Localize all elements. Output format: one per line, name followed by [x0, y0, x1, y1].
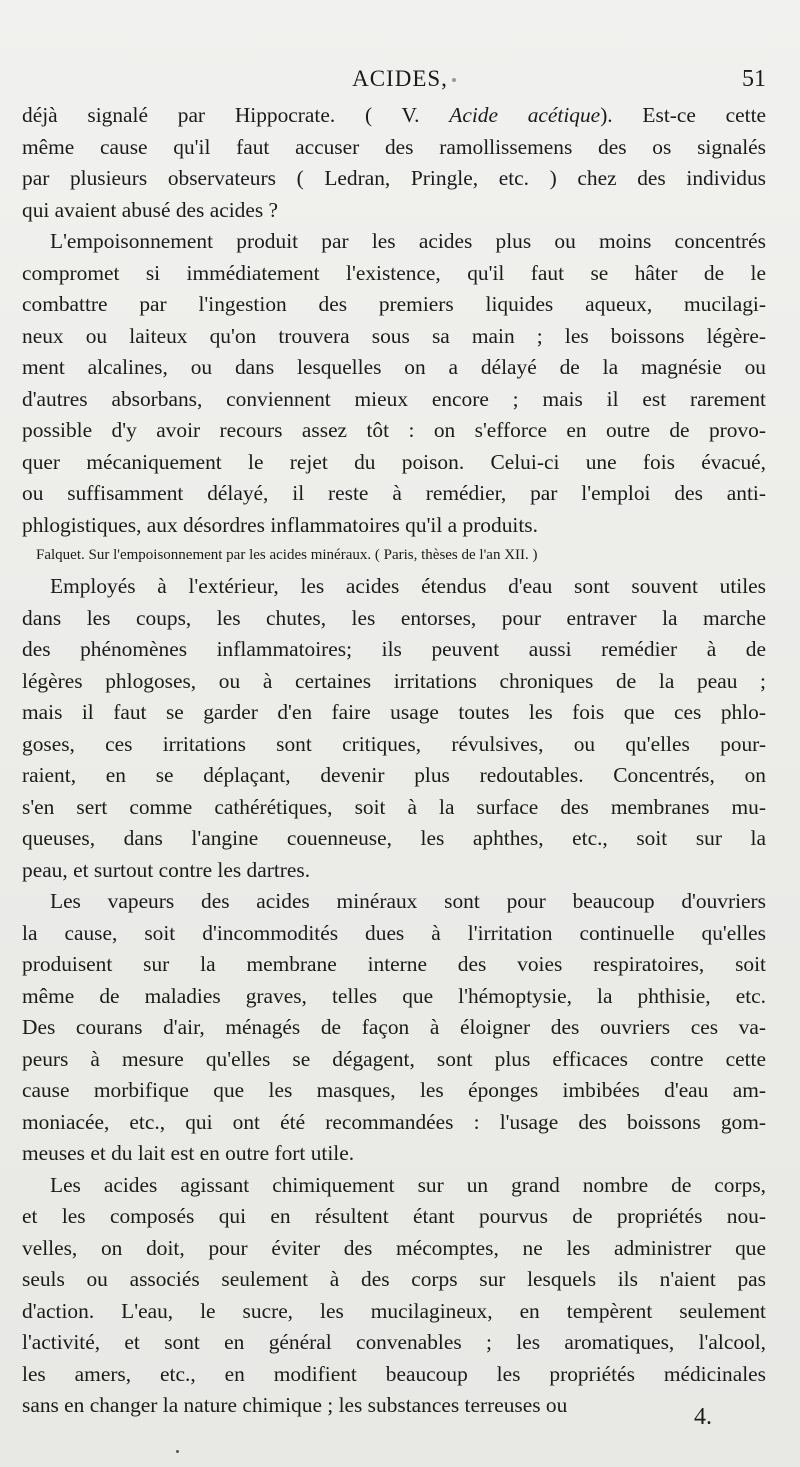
- text-line: mais il faut se garder d'en faire usage toutes les fois que ces phlo-: [22, 700, 766, 724]
- text-line: des phénomènes inflammatoires; ils peuvent aussi remédier à de: [22, 637, 766, 661]
- paragraph: [22, 571, 766, 886]
- body-text: [22, 100, 766, 1422]
- text-line: dans les coups, les chutes, les entorses, pour entraver la marche: [22, 605, 766, 630]
- text-line: cause morbifique que les masques, les éponges imbibées d'eau am-: [22, 1078, 766, 1102]
- text-line: l'activité, et sont en général convenables ; les aromatiques, l'alcool,: [22, 1330, 766, 1354]
- text-line: phlogistiques, aux désordres inflammatoires qu'il a produits.: [22, 512, 538, 537]
- text-line: et les composés qui en résultent étant pourvus de propriétés nou-: [22, 1204, 766, 1228]
- ink-speck: [176, 1450, 179, 1453]
- text-line: ou suffisamment délayé, il reste à remédier, par l'emploi des anti-: [22, 481, 766, 505]
- text-line: combattre par l'ingestion des premiers liquides aqueux, mucilagi-: [22, 292, 766, 316]
- signature-mark: 4.: [694, 1404, 712, 1430]
- page-number: 51: [742, 66, 766, 92]
- text-line: Les vapeurs des acides minéraux sont pour beaucoup d'ouvriers: [50, 889, 766, 913]
- running-head: [0, 66, 800, 98]
- paragraph: [22, 886, 766, 1170]
- text-line: Des courans d'air, ménagés de façon à éloigner des ouvriers ces va-: [22, 1015, 766, 1039]
- running-title: ACIDES,: [352, 66, 448, 91]
- text-line: d'autres absorbans, conviennent mieux encore ; mais il est rarement: [22, 386, 766, 411]
- text-line: s'en sert comme cathérétiques, soit à la surface des membranes mu-: [22, 794, 766, 819]
- text-line: velles, on doit, pour éviter des mécomptes, ne les administrer que: [22, 1235, 766, 1260]
- text-line: Les acides agissant chimiquement sur un grand nombre de corps,: [50, 1172, 766, 1197]
- paragraph: [22, 100, 766, 226]
- text-line: L'empoisonnement produit par les acides plus ou moins concentrés: [50, 229, 766, 253]
- text-line: produisent sur la membrane interne des voies respiratoires, soit: [22, 952, 766, 976]
- text-line: ment alcalines, ou dans lesquelles on a délayé de la magnésie ou: [22, 355, 766, 379]
- text-line: peurs à mesure qu'elles se dégagent, sont plus efficaces contre cette: [22, 1046, 766, 1071]
- ink-speck: [452, 78, 456, 82]
- text-line: moniacée, etc., qui ont été recommandées : l'usage des boissons gom-: [22, 1109, 766, 1134]
- text-line: sans en changer la nature chimique ; les substances terreuses ou: [22, 1393, 568, 1417]
- text-line: même cause qu'il faut accuser des ramollissemens des os signalés: [22, 134, 766, 159]
- text-line: qui avaient abusé des acides ?: [22, 197, 278, 222]
- text-line: la cause, soit d'incommodités dues à l'irritation continuelle qu'elles: [22, 920, 766, 945]
- text-line: peau, et surtout contre les dartres.: [22, 857, 311, 882]
- text-line: par plusieurs observateurs ( Ledran, Pringle, etc. ) chez des individus: [22, 166, 766, 190]
- text-line: d'action. L'eau, le sucre, les mucilagineux, en tempèrent seulement: [22, 1298, 766, 1323]
- text-line: neux ou laiteux qu'on trouvera sous sa main ; les boissons légère-: [22, 323, 766, 348]
- text-line: légères phlogoses, ou à certaines irritations chroniques de la peau ;: [22, 668, 766, 693]
- text-line: meuses et du lait est en outre fort utile.: [22, 1141, 355, 1165]
- paragraph: [22, 226, 766, 541]
- paragraph: [22, 1170, 766, 1422]
- text-line: même de maladies graves, telles que l'hémoptysie, la phthisie, etc.: [22, 983, 766, 1008]
- text-line: queuses, dans l'angine couenneuse, les aphthes, etc., soit sur la: [22, 826, 766, 850]
- text-line: seuls ou associés seulement à des corps sur lesquels ils n'aient pas: [22, 1267, 766, 1291]
- text-line: possible d'y avoir recours assez tôt : on s'efforce en outre de provo-: [22, 418, 766, 442]
- cross-reference: Acide acétique: [449, 103, 601, 127]
- text-line: Employés à l'extérieur, les acides étendus d'eau sont souvent utiles: [50, 574, 766, 598]
- text-line: compromet si immédiatement l'existence, qu'il faut se hâter de le: [22, 260, 766, 285]
- text-line: raient, en se déplaçant, devenir plus redoutables. Concentrés, on: [22, 763, 766, 787]
- text-line: quer mécaniquement le rejet du poison. Celui-ci une fois évacué,: [22, 449, 766, 474]
- text-line: les amers, etc., en modifient beaucoup les propriétés médicinales: [22, 1361, 766, 1386]
- text-line: goses, ces irritations sont critiques, révulsives, ou qu'elles pour-: [22, 731, 766, 756]
- text-line: déjà signalé par Hippocrate. ( V. Acide acétique). Est-ce cette: [22, 103, 767, 127]
- footnote-reference: Falquet. Sur l'empoisonnement par les acides minéraux. ( Paris, thèses de l'an XII. ): [36, 547, 538, 563]
